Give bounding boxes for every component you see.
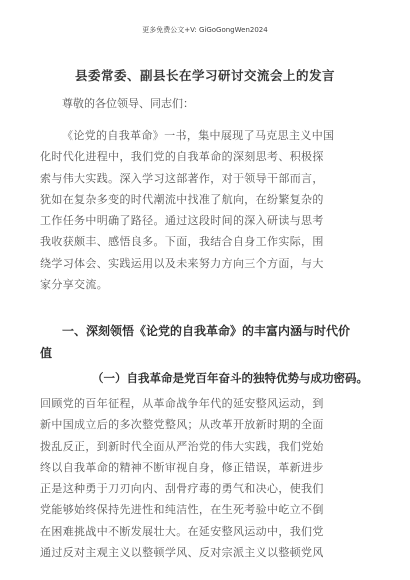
- body-paragraph: [40, 393, 330, 563]
- paragraph-line: 绕学习体会、实践运用以及未来努力方向三个方面，与大: [40, 256, 324, 270]
- paragraph-line: 通过反对主观主义以整顿学风、反对宗派主义以整顿党风: [40, 546, 324, 560]
- section-heading: [40, 320, 362, 364]
- paragraph-line: 党能够始终保持先进性和纯洁性，在生死考验中屹立不倒: [40, 503, 324, 517]
- section-heading-line: 值: [40, 346, 53, 360]
- paragraph-line: 工作任务中明确了路径。通过这段时间的深入研读与思考: [40, 214, 324, 228]
- intro-paragraph: [40, 125, 352, 295]
- paragraph-line: 我收获颇丰、感悟良多。下面，我结合自身工作实际，围: [40, 235, 324, 249]
- salutation: 尊敬的各位领导、同志们：: [62, 97, 194, 110]
- paragraph-line: 《论党的自我革命》一书，集中展现了马克思主义中国: [62, 129, 335, 142]
- paragraph-line: 正是这种勇于刀刃向内、刮骨疗毒的勇气和决心，使我们: [40, 482, 324, 496]
- paragraph-line: 拨乱反正，到新时代全面从严治党的伟大实践，我们党始: [40, 439, 324, 453]
- paragraph-line: 家分享交流。: [40, 278, 109, 292]
- paragraph-line: 终以自我革命的精神不断审视自身，修正错误，革新进步: [40, 460, 324, 474]
- paragraph-line: 犹如在复杂多变的时代潮流中找准了航向，在纷繁复杂的: [40, 192, 324, 206]
- paragraph-line: 新中国成立后的多次整党整风；从改革开放新时期的全面: [40, 418, 324, 432]
- section-heading-line: 一、深刻领悟《论党的自我革命》的丰富内涵与时代价: [62, 324, 351, 338]
- paragraph-line: 索与伟大实践。深入学习这部著作，对于领导干部而言，: [40, 171, 324, 185]
- subsection-heading: （一）自我革命是党百年奋斗的独特优势与成功密码。: [92, 371, 368, 385]
- paragraph-line: 在困难挑战中不断发展壮大。在延安整风运动中，我们党: [40, 524, 324, 538]
- header-note: 更多免费公文+V: GiGoGongWen2024: [142, 26, 268, 34]
- paragraph-line: 回顾党的百年征程，从革命战争年代的延安整风运动，到: [40, 397, 324, 410]
- page-title: 县委常委、副县长在学习研讨交流会上的发言: [74, 68, 335, 83]
- paragraph-line: 化时代化进程中，我们党的自我革命的深刻思考、积极探: [40, 150, 324, 164]
